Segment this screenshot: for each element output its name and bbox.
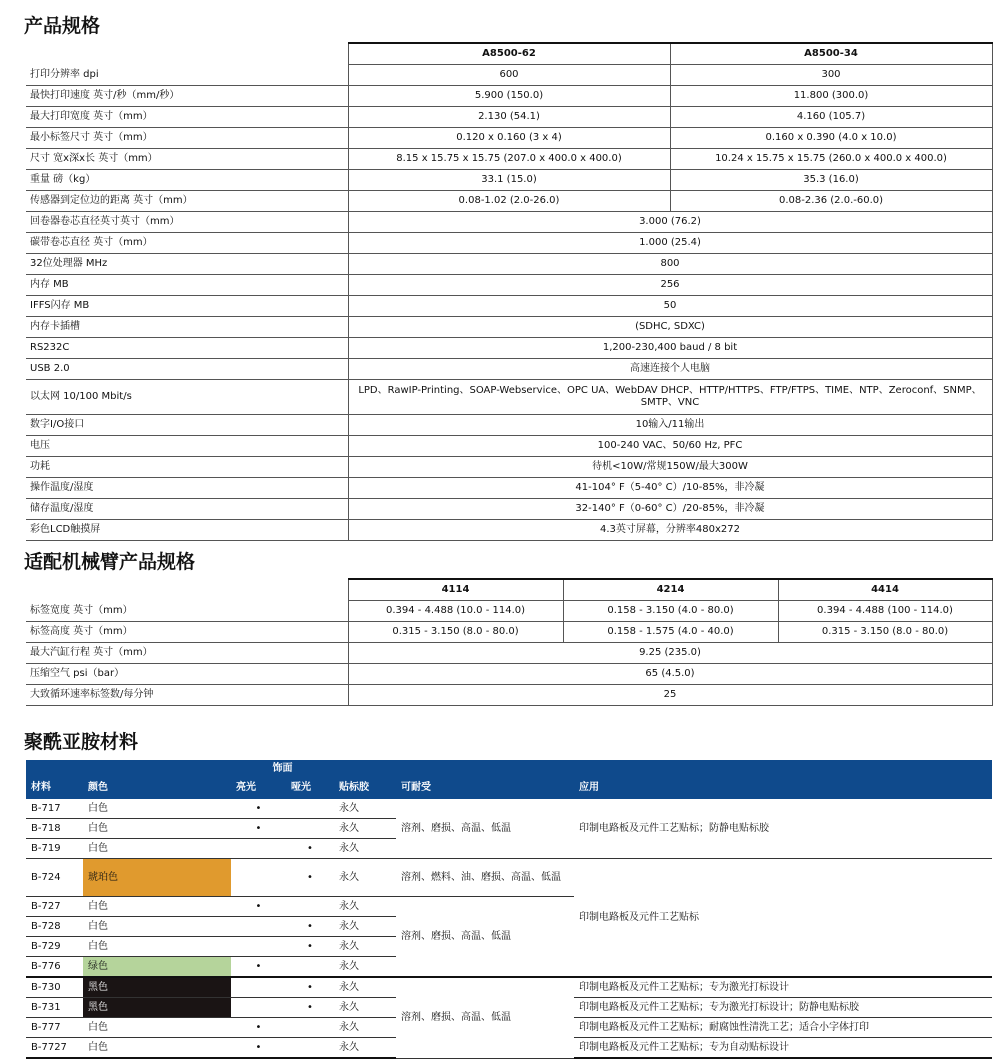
application-col-header: 应用 (574, 777, 992, 799)
spec-label: IFFS闪存 MB (26, 296, 348, 317)
printer-spec-header-row (26, 43, 992, 65)
adhesive-type: 永久 (334, 819, 396, 839)
adhesive-type: 永久 (334, 859, 396, 897)
printer-spec-table (26, 42, 993, 541)
table-row (26, 643, 992, 664)
resists-cell: 溶剂、磨损、高温、低温 (396, 897, 574, 978)
spec-label: 碳带卷芯直径 英寸（mm） (26, 233, 348, 254)
material-col-header: 材料 (26, 777, 83, 799)
application-cell: 印制电路板及元件工艺贴标；专为自动贴标设计 (574, 1038, 992, 1059)
spec-value: 9.25 (235.0) (348, 643, 992, 664)
matte-mark: • (286, 839, 334, 859)
color-swatch: 白色 (83, 1018, 231, 1038)
spec-value: 50 (348, 296, 992, 317)
color-swatch: 白色 (83, 799, 231, 819)
spec-value: 0.315 - 3.150 (8.0 - 80.0) (348, 622, 563, 643)
color-swatch: 白色 (83, 897, 231, 917)
spec-label: 最大汽缸行程 英寸（mm） (26, 643, 348, 664)
spec-label: 最小标签尺寸 英寸（mm） (26, 128, 348, 149)
table-row (26, 977, 992, 998)
adhesive-type: 永久 (334, 957, 396, 978)
spec-value: 0.08-1.02 (2.0-26.0) (348, 191, 670, 212)
spec-label: 32位处理器 MHz (26, 254, 348, 275)
table-row (26, 170, 992, 191)
spec-value: 待机<10W/常规150W/最大300W (348, 457, 992, 478)
spec-value: 100-240 VAC、50/60 Hz, PFC (348, 436, 992, 457)
color-swatch: 绿色 (83, 957, 231, 978)
table-row (26, 457, 992, 478)
adhesive-type: 永久 (334, 799, 396, 819)
table-row (26, 86, 992, 107)
matte-mark: • (286, 937, 334, 957)
polyimide-material-table (26, 760, 992, 1059)
finish-header: 饰面 (231, 760, 334, 777)
spec-value: 高速连接个人电脑 (348, 359, 992, 380)
arm-header-4114: 4114 (348, 579, 563, 601)
arm-spec-header-row (26, 579, 992, 601)
table-row (26, 859, 992, 897)
gloss-mark (231, 859, 286, 897)
table-row (26, 436, 992, 457)
spec-label: 尺寸 宽x深x长 英寸（mm） (26, 149, 348, 170)
spec-value: 32-140° F（0-60° C）/20-85%，非冷凝 (348, 499, 992, 520)
matte-mark (286, 897, 334, 917)
adhesive-type: 永久 (334, 839, 396, 859)
spec-label: 重量 磅（kg） (26, 170, 348, 191)
spec-value: 25 (348, 685, 992, 706)
spec-value: 41-104° F（5-40° C）/10-85%，非冷凝 (348, 478, 992, 499)
spec-label: 数字I/O接口 (26, 415, 348, 436)
spec-label: 内存卡插槽 (26, 317, 348, 338)
spec-label: 功耗 (26, 457, 348, 478)
gloss-mark (231, 977, 286, 998)
spec-value: LPD、RawIP-Printing、SOAP-Webservice、OPC UA、WebDAV DHCP、HTTP/HTTPS、FTP/FTPS、TIME、NTP、Zeroconf、SNMP、SMTP、VNC (348, 380, 992, 415)
spec-label: 标签高度 英寸（mm） (26, 622, 348, 643)
arm-header-4414: 4414 (778, 579, 992, 601)
application-cell: 印制电路板及元件工艺贴标；耐腐蚀性清洗工艺；适合小字体打印 (574, 1018, 992, 1038)
color-swatch: 白色 (83, 917, 231, 937)
color-col-header: 颜色 (83, 777, 231, 799)
table-row (26, 107, 992, 128)
spec-value: 0.120 x 0.160 (3 x 4) (348, 128, 670, 149)
gloss-mark (231, 839, 286, 859)
spec-value: 800 (348, 254, 992, 275)
material-code: B-718 (26, 819, 83, 839)
material-code: B-717 (26, 799, 83, 819)
gloss-col-header: 亮光 (231, 777, 286, 799)
material-code: B-7727 (26, 1038, 83, 1059)
section-title-product-specs: 产品规格 (24, 15, 101, 37)
spec-label: 压缩空气 psi（bar） (26, 664, 348, 685)
material-code: B-777 (26, 1018, 83, 1038)
spec-label: 彩色LCD触摸屏 (26, 520, 348, 541)
spec-value: 0.158 - 1.575 (4.0 - 40.0) (563, 622, 778, 643)
gloss-mark: • (231, 1018, 286, 1038)
matte-col-header: 哑光 (286, 777, 334, 799)
spec-label: 以太网 10/100 Mbit/s (26, 380, 348, 415)
spec-label: 标签宽度 英寸（mm） (26, 601, 348, 622)
table-row (26, 149, 992, 170)
matte-mark (286, 799, 334, 819)
resists-col-header: 可耐受 (396, 777, 574, 799)
matte-mark: • (286, 859, 334, 897)
gloss-mark: • (231, 1038, 286, 1059)
color-swatch: 黑色 (83, 998, 231, 1018)
spec-value: 5.900 (150.0) (348, 86, 670, 107)
spec-label: 传感器到定位边的距离 英寸（mm） (26, 191, 348, 212)
spec-label: 电压 (26, 436, 348, 457)
color-swatch: 琥珀色 (83, 859, 231, 897)
adhesive-type: 永久 (334, 998, 396, 1018)
gloss-mark (231, 937, 286, 957)
color-swatch: 白色 (83, 839, 231, 859)
adhesive-type: 永久 (334, 897, 396, 917)
table-row (26, 317, 992, 338)
table-row (26, 622, 992, 643)
section-title-arm-specs: 适配机械臂产品规格 (24, 551, 196, 573)
application-cell: 印制电路板及元件工艺贴标；专为激光打标设计 (574, 977, 992, 998)
material-code: B-730 (26, 977, 83, 998)
material-code: B-728 (26, 917, 83, 937)
spec-value: 0.08-2.36 (2.0.-60.0) (670, 191, 992, 212)
table-row (26, 128, 992, 149)
material-header-row (26, 777, 992, 799)
model-header-a8500-62: A8500-62 (348, 43, 670, 65)
adhesive-type: 永久 (334, 1038, 396, 1059)
spec-value: 4.160 (105.7) (670, 107, 992, 128)
table-row (26, 212, 992, 233)
material-code: B-729 (26, 937, 83, 957)
spec-value: 256 (348, 275, 992, 296)
spec-value: 33.1 (15.0) (348, 170, 670, 191)
resists-cell: 溶剂、燃料、油、磨损、高温、低温 (396, 859, 574, 897)
application-cell: 印制电路板及元件工艺贴标 (574, 859, 992, 978)
table-row (26, 296, 992, 317)
gloss-mark: • (231, 799, 286, 819)
material-code: B-731 (26, 998, 83, 1018)
gloss-mark (231, 917, 286, 937)
table-row (26, 664, 992, 685)
table-row (26, 65, 992, 86)
spec-label: USB 2.0 (26, 359, 348, 380)
matte-mark (286, 819, 334, 839)
table-row (26, 499, 992, 520)
adhesive-type: 永久 (334, 977, 396, 998)
spec-value: 0.394 - 4.488 (10.0 - 114.0) (348, 601, 563, 622)
table-row (26, 601, 992, 622)
spec-value: 0.394 - 4.488 (100 - 114.0) (778, 601, 992, 622)
spec-label: 回卷器卷芯直径英寸英寸（mm） (26, 212, 348, 233)
spec-value: 4.3英寸屏幕，分辨率480x272 (348, 520, 992, 541)
matte-mark: • (286, 998, 334, 1018)
application-cell: 印制电路板及元件工艺贴标；防静电贴标胶 (574, 799, 992, 859)
table-row (26, 380, 992, 415)
table-row (26, 254, 992, 275)
matte-mark: • (286, 977, 334, 998)
spec-value: 11.800 (300.0) (670, 86, 992, 107)
table-row (26, 520, 992, 541)
table-row (26, 415, 992, 436)
spec-value: 300 (670, 65, 992, 86)
spec-label: 操作温度/湿度 (26, 478, 348, 499)
gloss-mark (231, 998, 286, 1018)
table-row (26, 191, 992, 212)
spec-label: 最大打印宽度 英寸（mm） (26, 107, 348, 128)
material-code: B-727 (26, 897, 83, 917)
matte-mark (286, 1018, 334, 1038)
table-row (26, 799, 992, 819)
matte-mark (286, 957, 334, 978)
table-row (26, 233, 992, 254)
table-row (26, 685, 992, 706)
resists-cell: 溶剂、磨损、高温、低温 (396, 799, 574, 859)
adhesive-type: 永久 (334, 937, 396, 957)
spec-value: 1.000 (25.4) (348, 233, 992, 254)
adhesive-type: 永久 (334, 917, 396, 937)
gloss-mark: • (231, 819, 286, 839)
spec-label: RS232C (26, 338, 348, 359)
material-code: B-724 (26, 859, 83, 897)
application-cell: 印制电路板及元件工艺贴标；专为激光打标设计；防静电贴标胶 (574, 998, 992, 1018)
spec-label: 储存温度/湿度 (26, 499, 348, 520)
material-code: B-719 (26, 839, 83, 859)
spec-label: 打印分辨率 dpi (26, 65, 348, 86)
spec-label: 大致循环速率标签数/每分钟 (26, 685, 348, 706)
spec-value: 10输入/11输出 (348, 415, 992, 436)
adhesive-col-header: 贴标胶 (334, 777, 396, 799)
spec-value: 0.160 x 0.390 (4.0 x 10.0) (670, 128, 992, 149)
spec-value: 8.15 x 15.75 x 15.75 (207.0 x 400.0 x 400.0) (348, 149, 670, 170)
material-header-row-top (26, 760, 992, 777)
spec-value: 0.158 - 3.150 (4.0 - 80.0) (563, 601, 778, 622)
spec-value: 0.315 - 3.150 (8.0 - 80.0) (778, 622, 992, 643)
table-row (26, 275, 992, 296)
resists-cell: 溶剂、磨损、高温、低温 (396, 977, 574, 1058)
spec-value: 10.24 x 15.75 x 15.75 (260.0 x 400.0 x 400.0) (670, 149, 992, 170)
section-title-polyimide: 聚酰亚胺材料 (24, 731, 139, 753)
material-code: B-776 (26, 957, 83, 978)
spec-value: 600 (348, 65, 670, 86)
gloss-mark: • (231, 897, 286, 917)
spec-value: 3.000 (76.2) (348, 212, 992, 233)
spec-label: 最快打印速度 英寸/秒（mm/秒） (26, 86, 348, 107)
color-swatch: 白色 (83, 1038, 231, 1059)
spec-value: 2.130 (54.1) (348, 107, 670, 128)
model-header-a8500-34: A8500-34 (670, 43, 992, 65)
arm-header-4214: 4214 (563, 579, 778, 601)
spec-value: (SDHC, SDXC) (348, 317, 992, 338)
matte-mark: • (286, 917, 334, 937)
table-row (26, 478, 992, 499)
spec-label: 内存 MB (26, 275, 348, 296)
color-swatch: 白色 (83, 819, 231, 839)
table-row (26, 338, 992, 359)
color-swatch: 黑色 (83, 977, 231, 998)
spec-value: 1,200-230,400 baud / 8 bit (348, 338, 992, 359)
matte-mark (286, 1038, 334, 1059)
gloss-mark: • (231, 957, 286, 978)
color-swatch: 白色 (83, 937, 231, 957)
table-row (26, 359, 992, 380)
spec-value: 65 (4.5.0) (348, 664, 992, 685)
arm-spec-table (26, 578, 993, 706)
spec-value: 35.3 (16.0) (670, 170, 992, 191)
adhesive-type: 永久 (334, 1018, 396, 1038)
